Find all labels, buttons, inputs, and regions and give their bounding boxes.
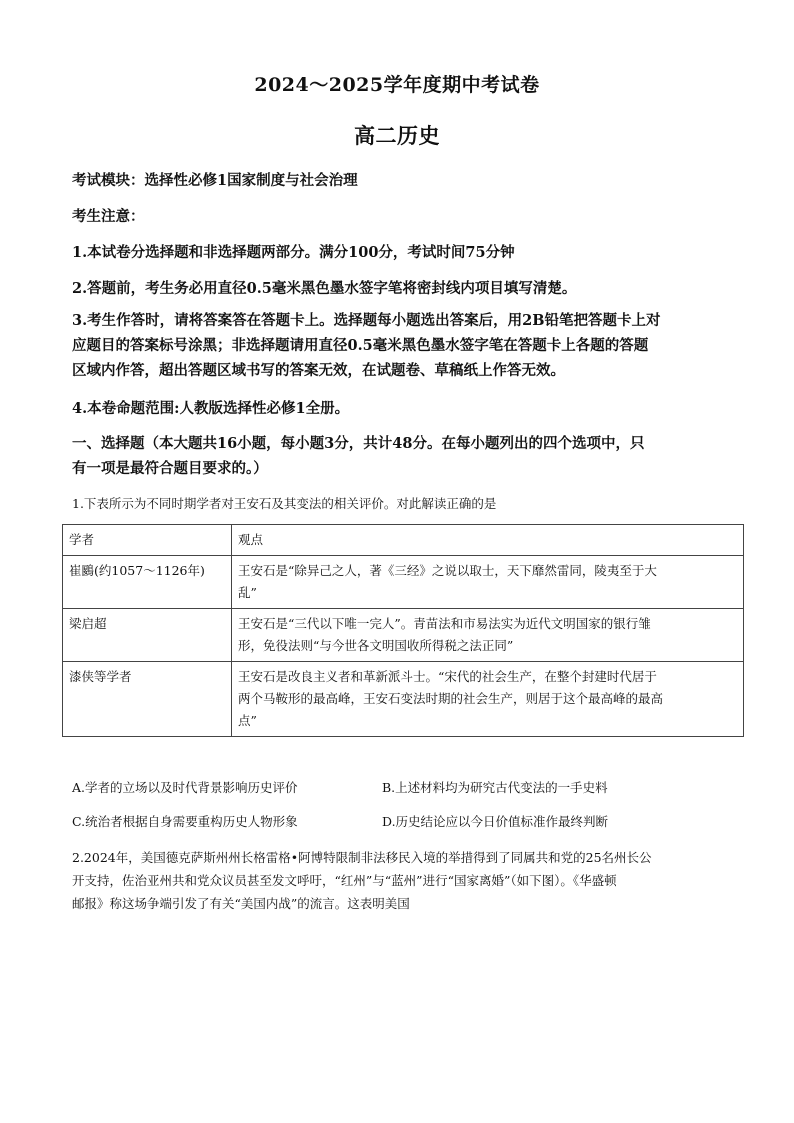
scholar-cell: 崔鶠(约1057～1126年) bbox=[63, 556, 232, 609]
view-cell bbox=[232, 609, 744, 662]
question-1-stem bbox=[72, 492, 732, 515]
option-a: A.学者的立场以及时代背景影响历史评价 bbox=[72, 780, 298, 795]
header-view: 观点 bbox=[232, 525, 744, 556]
header-scholar: 学者 bbox=[63, 525, 232, 556]
section-heading-line: 一、选择题（本大题共16小题，每小题3分，共计48分。在每小题列出的四个选项中，只 bbox=[72, 435, 645, 452]
view-line: 王安石是“除异己之人，著《三经》之说以取士，天下靡然雷同，陵夷至于大 bbox=[238, 563, 657, 578]
notice-rule-3-line: 应题目的答案标号涂黑；非选择题请用直径0.5毫米黑色墨水签字笔在答题卡上各题的答题 bbox=[72, 337, 649, 354]
question-2-stem-line: 邮报》称这场争端引发了有关“美国内战”的流言。这表明美国 bbox=[72, 896, 410, 911]
view-cell bbox=[232, 662, 744, 737]
view-cell bbox=[232, 556, 744, 609]
question-2-stem-line: 开支持，佐治亚州共和党众议员甚至发文呼吁，“红州”与“蓝州”进行“国家离婚”（如下图）。《华盛顿 bbox=[72, 873, 617, 888]
view-line: 两个马鞍形的最高峰，王安石变法时期的社会生产，则居于这个最高峰的最高 bbox=[238, 691, 664, 706]
subject-title: 高二历史 bbox=[354, 123, 440, 148]
notice-rule-3 bbox=[72, 308, 732, 383]
view-line: 形，免役法则“与今世各文明国收所得税之法正同” bbox=[238, 638, 514, 653]
table-header-row bbox=[63, 525, 744, 556]
section-heading bbox=[72, 431, 732, 481]
exam-title: 2024～2025学年度期中考试卷 bbox=[254, 74, 540, 96]
notice-rule-3-line: 区域内作答，超出答题区域书写的答案无效，在试题卷、草稿纸上作答无效。 bbox=[72, 362, 565, 379]
view-line: 王安石是改良主义者和革新派斗士。“宋代的社会生产，在整个封建时代居于 bbox=[238, 669, 657, 684]
view-line: 点” bbox=[238, 713, 257, 728]
question-2-stem bbox=[72, 846, 732, 915]
option-b: B.上述材料均为研究古代变法的一手史料 bbox=[382, 780, 608, 795]
table-row bbox=[63, 556, 744, 609]
scholar-cell: 梁启超 bbox=[63, 609, 232, 662]
notice-rule-2: 2.答题前，考生务必用直径0.5毫米黑色墨水签字笔将密封线内项目填写清楚。 bbox=[72, 280, 577, 297]
view-line: 王安石是“三代以下唯一完人”。青苗法和市易法实为近代文明国家的银行雏 bbox=[238, 616, 651, 631]
scholar-cell: 漆侠等学者 bbox=[63, 662, 232, 737]
question-2-stem-line: 2.2024年，美国德克萨斯州州长格雷格•阿博特限制非法移民入境的举措得到了同属共和党的25名州长公 bbox=[72, 850, 652, 865]
table-row bbox=[63, 609, 744, 662]
notice-rule-3-line: 3.考生作答时，请将答案答在答题卡上。选择题每小题选出答案后，用2B铅笔把答题卡上对 bbox=[72, 312, 661, 329]
scholar-views-table bbox=[62, 524, 744, 737]
view-line: 乱” bbox=[238, 585, 257, 600]
exam-module: 考试模块：选择性必修1国家制度与社会治理 bbox=[72, 172, 358, 189]
table-row bbox=[63, 662, 744, 737]
option-d: D.历史结论应以今日价值标准作最终判断 bbox=[382, 814, 609, 829]
notice-rule-4: 4.本卷命题范围:人教版选择性必修1全册。 bbox=[72, 400, 350, 417]
notice-rule-1: 1.本试卷分选择题和非选择题两部分。满分100分，考试时间75分钟 bbox=[72, 244, 515, 261]
section-heading-line: 有一项是最符合题目要求的。） bbox=[72, 460, 268, 477]
question-1-stem-text: 1.下表所示为不同时期学者对王安石及其变法的相关评价。对此解读正确的是 bbox=[72, 496, 497, 511]
option-c: C.统治者根据自身需要重构历史人物形象 bbox=[72, 814, 298, 829]
notice-heading: 考生注意： bbox=[72, 208, 145, 225]
